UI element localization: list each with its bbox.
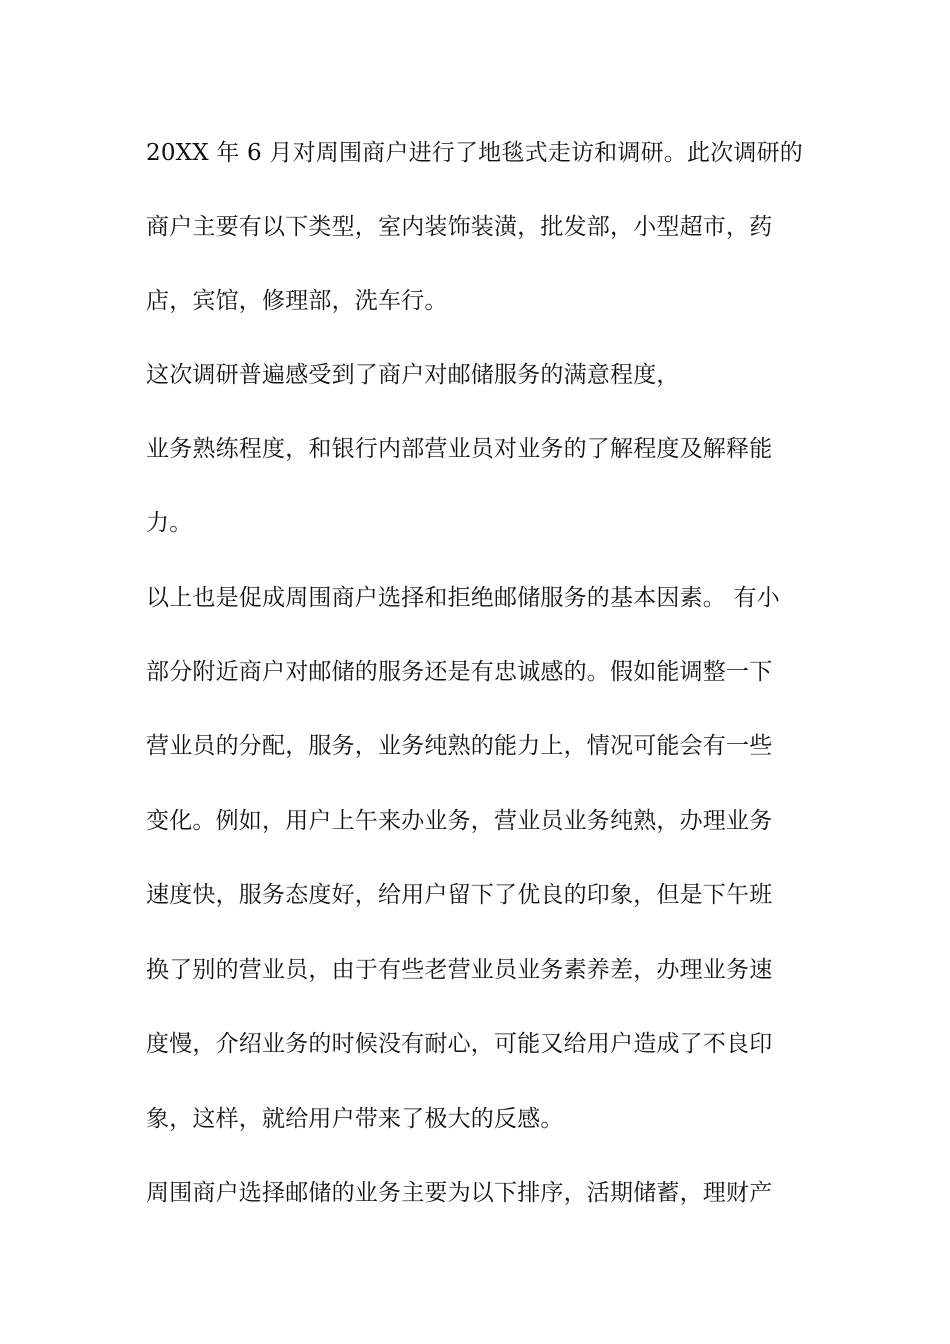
text-line-5: 业务熟练程度，和银行内部营业员对业务的了解程度及解释能	[146, 436, 773, 462]
text-line-11: 速度快，服务态度好，给用户留下了优良的印象，但是下午班	[146, 882, 773, 908]
text-line-2: 商户主要有以下类型，室内装饰装潢，批发部，小型超市，药	[146, 214, 773, 240]
text-line-7: 以上也是促成周围商户选择和拒绝邮储服务的基本因素。 有小	[146, 585, 780, 611]
text-line-6: 力。	[146, 510, 193, 536]
text-line-13: 度慢，介绍业务的时候没有耐心，可能又给用户造成了不良印	[146, 1031, 773, 1057]
text-line-3: 店，宾馆，修理部，洗车行。	[146, 288, 448, 314]
text-line-14: 象，这样，就给用户带来了极大的反感。	[146, 1106, 564, 1132]
text-line-1: 20XX 年 6 月对周围商户进行了地毯式走访和调研。此次调研的	[146, 140, 803, 166]
text-line-8: 部分附近商户对邮储的服务还是有忠诚感的。假如能调整一下	[146, 659, 773, 685]
text-line-15: 周围商户选择邮储的业务主要为以下排序，活期储蓄，理财产	[146, 1180, 773, 1206]
text-line-4: 这次调研普遍感受到了商户对邮储服务的满意程度，	[146, 362, 680, 388]
text-line-12: 换了别的营业员，由于有些老营业员业务素养差，办理业务速	[146, 957, 773, 983]
text-line-10: 变化。例如，用户上午来办业务，营业员业务纯熟，办理业务	[146, 808, 773, 834]
text-line-9: 营业员的分配，服务，业务纯熟的能力上，情况可能会有一些	[146, 733, 773, 759]
